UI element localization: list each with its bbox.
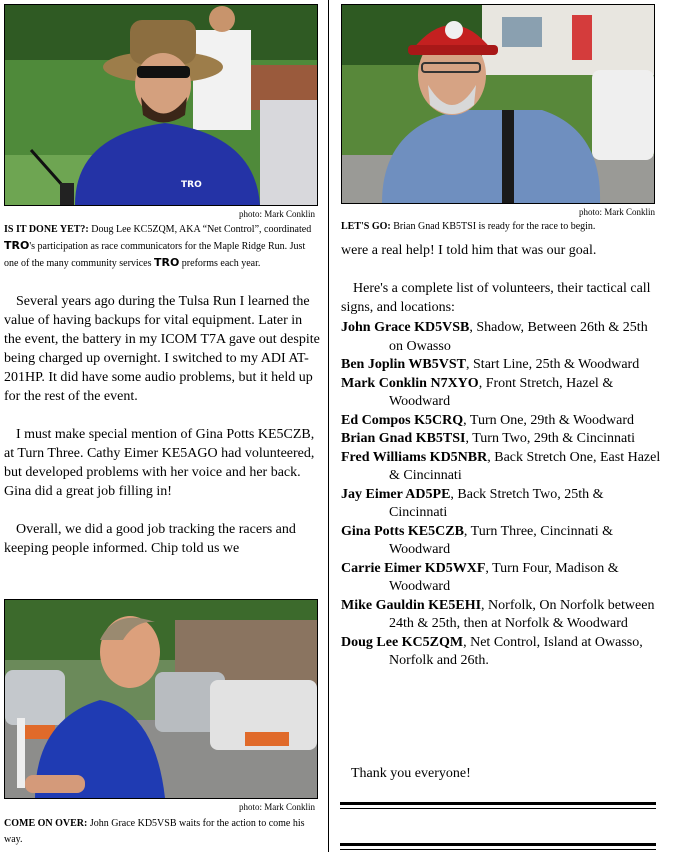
section-rule-top-thin xyxy=(340,808,656,809)
volunteer-detail: , Back Stretch Two, 25th & Cincinnati xyxy=(389,486,604,520)
column-divider xyxy=(328,0,329,852)
volunteer-name: Brian Gnad KB5TSI xyxy=(341,431,466,446)
volunteer-name: Doug Lee KC5ZQM xyxy=(341,634,464,650)
shirt-logo-tro: TRO xyxy=(181,180,202,190)
volunteer-entry xyxy=(341,597,661,634)
volunteer-detail: , Front Stretch, Hazel & Woodward xyxy=(389,375,614,409)
left-column-body xyxy=(4,292,322,577)
volunteer-entry xyxy=(341,634,661,671)
volunteer-entry xyxy=(341,430,661,449)
caption-text: preforms each year. xyxy=(179,258,261,269)
paragraph-continued: were a real help! I told him that was our goal. xyxy=(341,243,597,258)
volunteer-list xyxy=(341,319,661,671)
caption-text: Brian Gnad KB5TSI is ready for the race to begin. xyxy=(390,221,596,232)
photo-credit-brian-gnad: photo: Mark Conklin xyxy=(579,207,655,217)
photo-john-grace xyxy=(4,599,318,799)
volunteer-entry xyxy=(341,375,661,412)
volunteer-entry xyxy=(341,486,661,523)
photo-brian-gnad-image xyxy=(342,5,654,203)
caption-text: 's participation as race communicators for the Maple Ridge Run. Just one of the many community services xyxy=(4,241,306,269)
volunteer-detail: , Net Control, Island at Owasso, Norfolk and 26th. xyxy=(389,634,643,668)
volunteer-entry xyxy=(341,356,661,375)
photo-credit-doug-lee: photo: Mark Conklin xyxy=(239,209,315,219)
photo-doug-lee-image xyxy=(5,5,317,205)
caption-brian-gnad xyxy=(341,219,657,235)
volunteer-entry xyxy=(341,523,661,560)
volunteer-detail: , Turn Two, 29th & Cincinnati xyxy=(465,431,636,446)
caption-text: Doug Lee KC5ZQM, AKA “Net Control”, coordinated xyxy=(88,224,312,235)
section-rule-top xyxy=(340,802,656,805)
volunteer-name: Ed Compos K5CRQ xyxy=(341,412,464,428)
caption-text: John Grace KD5VSB waits for the action to come his way. xyxy=(4,818,305,845)
volunteer-name: Ben Joplin WB5VST xyxy=(341,357,467,372)
volunteer-name: Gina Potts KE5CZB xyxy=(341,523,464,539)
caption-john-grace xyxy=(4,816,320,848)
photo-brian-gnad xyxy=(341,4,655,204)
caption-lead: COME ON OVER: xyxy=(4,818,88,829)
tro-logo-text: TRO xyxy=(153,256,180,269)
photo-doug-lee xyxy=(4,4,318,206)
section-rule-bottom-thin xyxy=(340,849,656,850)
paragraph-backup-equipment: Several years ago during the Tulsa Run I learned the value of having backups for vital equipment. Later in the event, the battery in my ICOM T7A gave out despite being charged up overnight. I switched to my ADI AT-201HP. It did have some audio problems, but it held up for the rest of the event. xyxy=(4,294,320,404)
volunteer-entry xyxy=(341,449,661,486)
volunteer-detail: , Norfolk, On Norfolk between 24th & 25th, then at Norfolk & Woodward xyxy=(389,597,655,631)
volunteer-detail: , Turn One, 29th & Woodward xyxy=(463,412,635,428)
volunteer-entry xyxy=(341,560,661,597)
volunteer-entry xyxy=(341,412,661,431)
photo-credit-john-grace: photo: Mark Conklin xyxy=(239,802,315,812)
volunteer-entry xyxy=(341,319,661,356)
paragraph-volunteer-intro: Here's a complete list of volunteers, their tactical call signs, and locations: xyxy=(341,281,651,315)
volunteer-name: Carrie Eimer KD5WXF xyxy=(341,560,486,576)
paragraph-gina-potts: I must make special mention of Gina Potts KE5CZB, at Turn Three. Cathy Eimer KE5AGO had volunteered, but developed problems with her voice and her back. Gina did a great job filling in! xyxy=(4,427,315,499)
volunteer-detail: , Back Stretch One, East Hazel & Cincinnati xyxy=(389,449,661,483)
volunteer-detail: , Shadow, Between 26th & 25th on Owasso xyxy=(389,320,648,354)
caption-lead: LET'S GO: xyxy=(341,221,391,232)
thank-you-text: Thank you everyone! xyxy=(351,766,471,781)
volunteer-detail: , Turn Three, Cincinnati & Woodward xyxy=(389,523,613,557)
volunteer-detail: , Turn Four, Madison & Woodward xyxy=(389,560,619,594)
volunteer-name: Fred Williams KD5NBR xyxy=(341,449,488,465)
tro-logo-text: TRO xyxy=(4,239,30,252)
caption-doug-lee xyxy=(4,222,320,272)
volunteer-name: Jay Eimer AD5PE xyxy=(341,486,451,502)
section-rule-bottom xyxy=(340,843,656,846)
volunteer-detail: , Start Line, 25th & Woodward xyxy=(466,357,640,372)
caption-lead: IS IT DONE YET?: xyxy=(4,224,89,235)
photo-john-grace-image xyxy=(5,600,317,798)
volunteer-name: John Grace KD5VSB xyxy=(341,320,470,335)
paragraph-overall: Overall, we did a good job tracking the racers and keeping people informed. Chip told us we xyxy=(4,522,296,556)
volunteer-name: Mark Conklin N7XYO xyxy=(341,375,479,391)
volunteer-name: Mike Gauldin KE5EHI xyxy=(341,597,482,613)
